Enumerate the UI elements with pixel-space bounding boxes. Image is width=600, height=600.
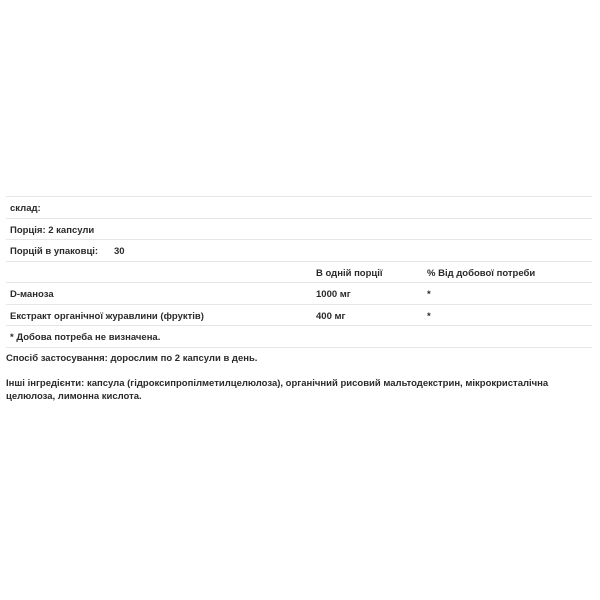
- table-row: [6, 305, 592, 327]
- ingredient-daily-value: *: [427, 310, 431, 322]
- serving-row: [6, 219, 592, 241]
- composition-row: [6, 197, 592, 219]
- supplement-facts-table: [6, 196, 592, 348]
- ingredient-daily-value: *: [427, 289, 431, 300]
- servings-per-container-value: 30: [114, 246, 125, 257]
- table-header-row: [6, 262, 592, 284]
- footnote: * Добова потреба не визначена.: [10, 332, 161, 343]
- table-row: [6, 283, 592, 305]
- composition-label: склад:: [10, 203, 41, 214]
- header-daily-value: % Від добової потреби: [427, 267, 536, 279]
- servings-per-container-row: [6, 240, 592, 262]
- other-ingredients-line1: Інші інгредієнти: капсула (гідроксипропілметилцелюлоза), органічний рисовий мальтодекстрин, мікрокристалічна: [6, 378, 549, 389]
- servings-per-container-label: Порцій в упаковці:: [10, 246, 99, 257]
- ingredient-name: D-манoза: [10, 289, 54, 300]
- ingredient-name: Екстракт органічної журавлини (фруктів): [10, 310, 204, 322]
- other-ingredients-line2: целюлоза, лимонна кислота.: [6, 391, 142, 402]
- ingredient-amount: 400 мг: [316, 310, 346, 322]
- serving-size: Порція: 2 капсули: [10, 224, 95, 236]
- ingredient-amount: 1000 мг: [316, 289, 351, 300]
- footnote-row: [6, 326, 592, 348]
- usage-text: Спосіб застосування: дорослим по 2 капсули в день.: [6, 353, 258, 364]
- header-per-serving: В одній порції: [316, 267, 383, 279]
